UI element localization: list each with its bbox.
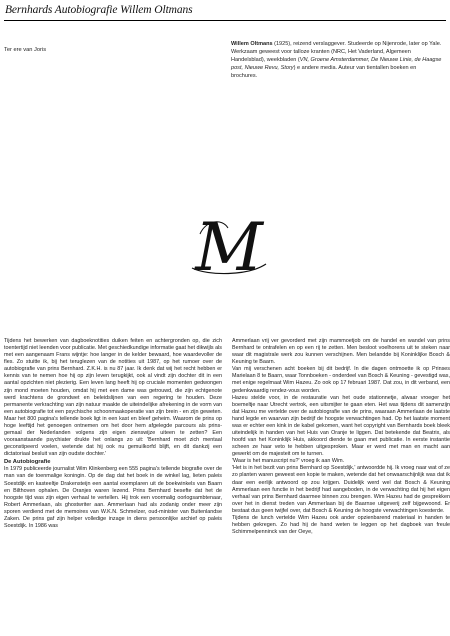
paragraph-intro: Tijdens het bewerken van dagboeknotities duiken feiten en achtergronden op, die zich toentertijd niet leenden voor publicatie. Met geschiedkundige informatie gaat het dikwijls als met een aangenaam Frans wijntje: hoe langer in de kelder bewaard, hoe waardevoller de fles. Zo stuitte ik, bij het teruglezen van de notities uit 1987, op het rumoer over de autobiografie van prins Bernhard. Z.K.H. is nu 87 jaar. Ik denk dat wij het recht hebben er kennis van te nemen hoe hij op zijn leven terugkijkt, ook al vindt zijn dochter dit in een aantal opzichten niet plezierig. Een leven lang heeft hij op cruciale momenten gedwongen zijn mond moeten houden, omdat hij met een dame was getrouwd, die zijn echtgenote werd krachtens de grondwet en beleidslijnen van een regering te houden. Deze permanente verkrachting van zijn natuur maakte de uiteindelijke afrekening in de vorm van een autobiografie tot een psychische schoonmaakoperatie van zijn brein - en zijn geweten. Maar het 800 pagina's tellende boek ligt in een kast en bleef geheim. Waarom de prins op hoge leeftijd het genoegen ontnemen om het door hem afgelegde parcours als prins-gemaal der Nederlanden volgens zijn eigen zienswijze uiteen te zetten? Een vooraanstaande psychiater drukte het onlangs zo uit: 'Bernhard moet zich mentaal geconstipeerd voelen, wetende dat hij ook nu gemuilkorfd blijft, en dit dankzij een dictatoriaal besluit van zijn oudste dochter.'	[4, 338, 222, 458]
paragraph: Van mij verschenen acht boeken bij dit bedrijf. In die dagen ontmoette ik op Prinses Marielaan 8 te Baarn, waar Tonnboeken - onderdeel van Bosch & Keuning - gevestigd was, met enige regelmaat Wim Hazeu. Zo ook op 17 februari 1987. Dat zou, in dit verband, een gedenkwaardig rendez-vous worden.	[232, 366, 450, 394]
decorative-monogram	[186, 214, 272, 280]
bio-outro: ) e andere media. Auteur van tientallen boeken en brochures.	[231, 65, 417, 80]
author-name: Willem Oltmans	[231, 41, 273, 47]
bio-magazines: VN, Groene Amsterdammer, De Nieuwe Linie, de Haagse post, Nieuwe Revu, Story	[231, 57, 442, 72]
article-column-left	[4, 338, 222, 530]
running-header-title: Bernhards Autobiografie Willem Oltmans	[5, 4, 193, 16]
author-bio	[231, 40, 444, 80]
paragraph: Hazeu stelde voor, in de restauratie van het oude stationnetje, alwaar vroeger het boemeltje naar Utrecht vertrok, een uitsmijter te gaan eten. Het was tijdens dit samenzijn dat Hazeu me vertelde over de autobiografie van de prins, waaraan Ammerlaan de laatste hand legde en waarvan zijn bedrijf de hoogste verwachtingen had. Op het laatste moment was er echter een kink in de kabel gekomen, want het copyright van Bernhards boek bleek uiteindelijk in handen van het Huis van Oranje te liggen. Dat betekende dat Beatrix, als hoofd van het Koninklijk Huis, akkoord diende te gaan met publicatie. In eerste instantie scheen ze haar veto te hebben uitgesproken. Maar er werd met man en macht aan gewerkt om de majesteit om te turnen.	[232, 394, 450, 458]
paragraph: 'Waar is het manuscript nu?' vroeg ik aan Wim.	[232, 458, 345, 465]
bio-intro: (1925), reizend verslaggever. Studeerde op Nijenrode, later op Yale. Werkzaam geweest voor talloze kranten (NRC, Het Vaderland, Algemeen Handelsblad), weekbladen (	[231, 41, 442, 64]
section-heading: De Autobiografie	[4, 459, 51, 466]
dedication: Ter ere van Joris	[4, 47, 47, 53]
article-column-right	[232, 338, 450, 536]
paragraph: Ammerlaan vrij ver gevorderd met zijn mammoetjob om de handel en wandel van prins Bernhard te ontrafelen en op een rij te zetten. Men besloot voelhorens uit te steken naar waar dit magistrale werk zou kunnen verschijnen. Men belandde bij Koninklijke Bosch & Keuning te Baarn.	[232, 338, 450, 366]
paragraph: Tijdens de lunch vertelde Wim Hazeu ook ander opzienbarend materiaal in handen te hebben gekregen. Zo had hij de hand weten te leggen op het dagboek van freule Schimmelpenninck van der Oeye,	[232, 514, 450, 536]
paragraph: 'Het is in het bezit van prins Bernhard op Soestdijk,' antwoordde hij. Ik vroeg naar wat of ze zo planten waren geweest een kopie te maken, wetende dat het onwaarschijnlijk was dat ik daar een eerlijk antwoord op zou krijgen. Duidelijk werd wel dat Bosch & Keuning Ammerlaan een functie in het bedrijf had aangeboden, in de verwachting dat hij het eigen verhaal van prins Bernhard daarmee binnen zou brengen. Wim Hazeu had de gesprekken over het in dienst treden van Ammerlaan bij de Baarnse uitgeverij zelf bijgewoond. Er bestaat dus geen twijfel over, dat Bosch & Keuning de hoogste verwachtingen koesterde.	[232, 465, 450, 514]
paragraph-autobiografie: In 1979 publiceerde journalist Wim Klinkenberg een 555 pagina's tellende biografie over de man van de toenmalige koningin. Op de dag dat het boek in de winkel lag, lieten paleis Soestdijk en kasteeltje Drakensteijn een aantal exemplaren uit de boekwinkels van Baarn en Bilthoven ophalen. De Oranjes waren lezend. Prins Bernhard besefte dat het de hoogste tijd was zijn eigen verhaal te vertellen. Hij trok een voormalig oorlogsambtenaar, Robert Ammerlaan, als ghostwriter aan. Ammerlaan had als zodanig onder meer zijn sporen verdiend met de memoires van W.K.N. Schmelzer, oud-minister van Buitenlandse Zaken. De prins gaf zijn helper volledige inzage in diens persoonlijke archief op paleis Soestdijk. In 1986 was	[4, 466, 222, 530]
monogram-letter: M	[195, 214, 263, 280]
running-header	[4, 3, 446, 21]
